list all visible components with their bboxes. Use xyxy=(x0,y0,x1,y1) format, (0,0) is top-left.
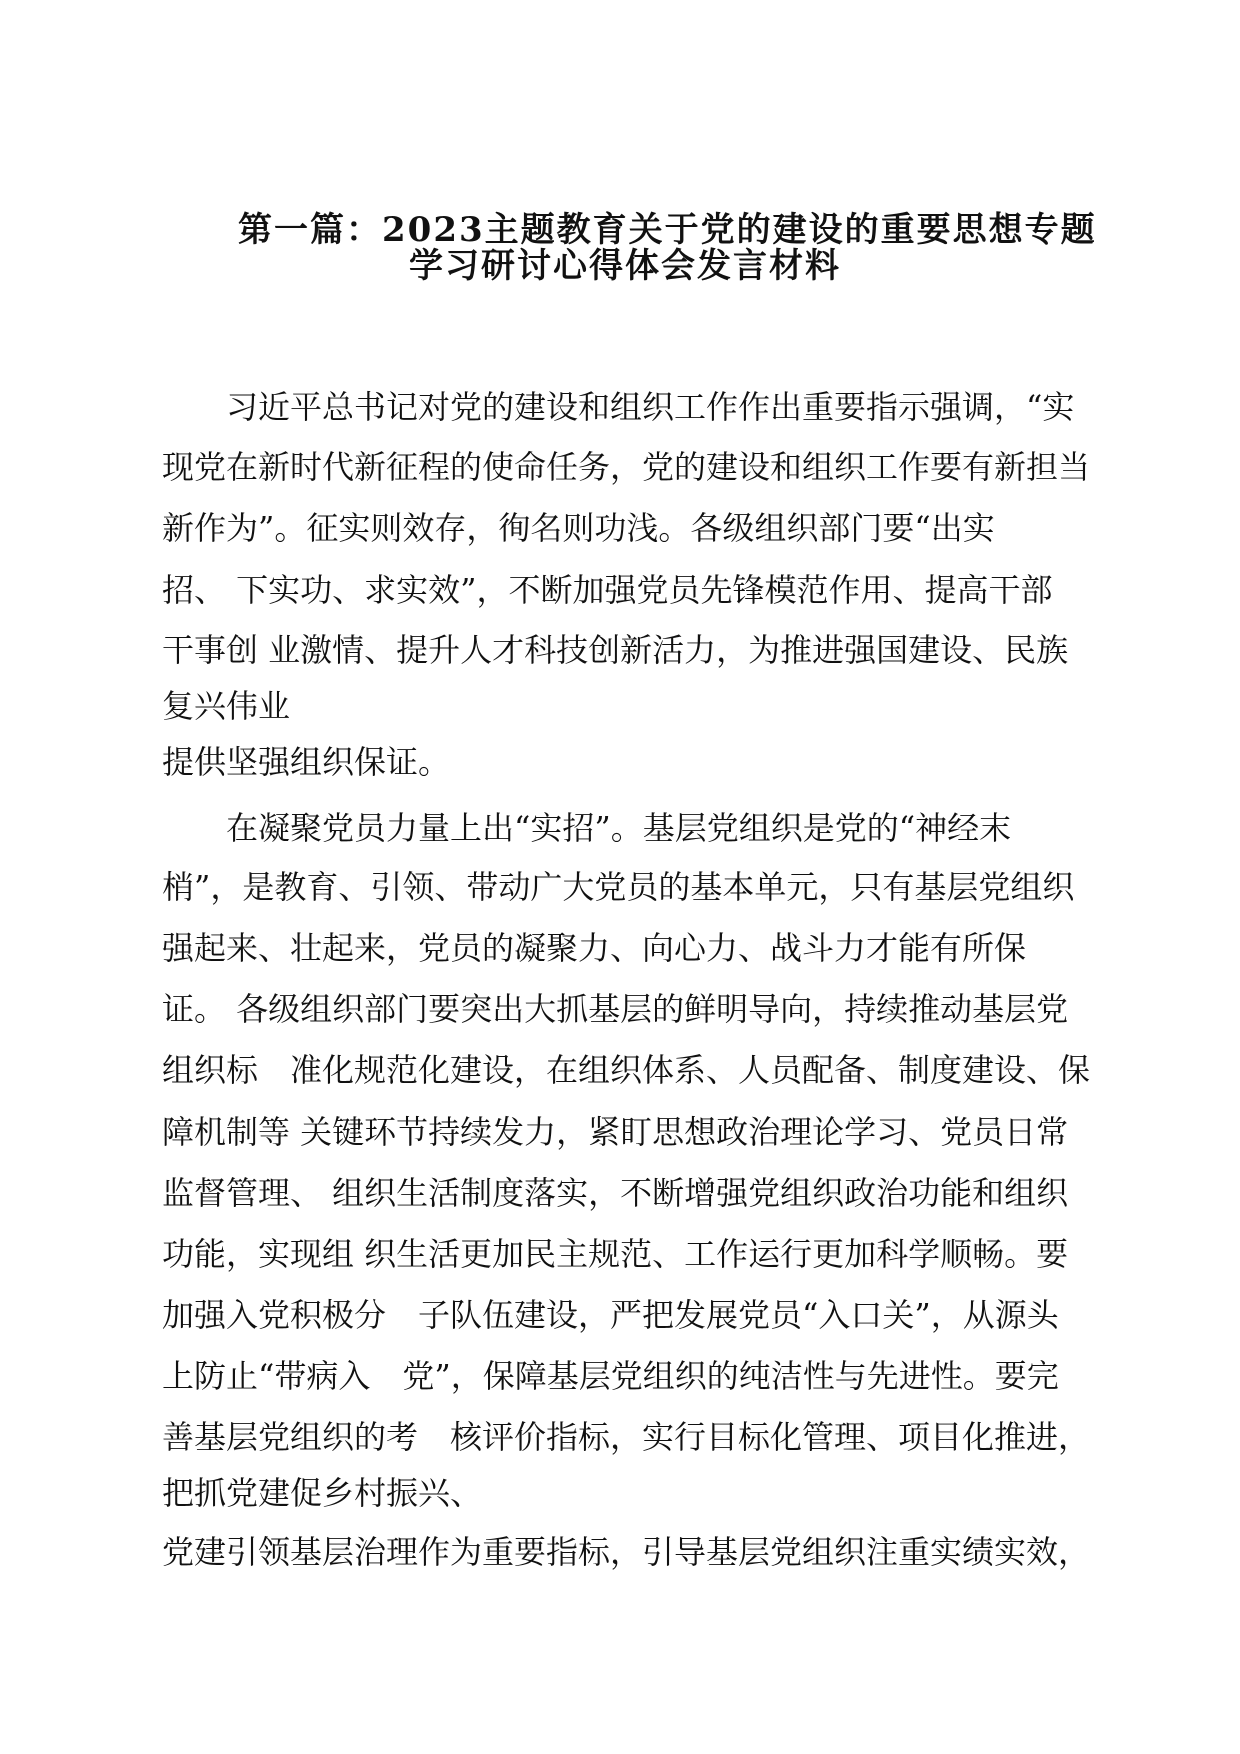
paragraph-2-line-13: 党建引领基层治理作为重要指标，引导基层党组织注重实绩实效， xyxy=(162,1533,1091,1571)
paragraph-2-line-9: 加强入党积极分 子队伍建设，严把发展党员“入口关”，从源头 xyxy=(162,1296,1059,1334)
paragraph-2-line-2: 梢”，是教育、引领、带动广大党员的基本单元，只有基层党组织 xyxy=(162,868,1075,906)
paragraph-2-line-5: 组织标 准化规范化建设，在组织体系、人员配备、制度建设、保 xyxy=(162,1051,1091,1089)
document-title-line-1: 第一篇：2023主题教育关于党的建设的重要思想专题 xyxy=(238,210,1097,250)
paragraph-1-line-7: 提供坚强组织保证。 xyxy=(162,743,451,781)
paragraph-1-line-2: 现党在新时代新征程的使命任务，党的建设和组织工作要有新担当 xyxy=(162,448,1091,486)
paragraph-2-line-8: 功能，实现组 织生活更加民主规范、工作运行更加科学顺畅。要 xyxy=(162,1235,1069,1273)
paragraph-2-line-10: 上防止“带病入 党”，保障基层党组织的纯洁性与先进性。要完 xyxy=(162,1357,1059,1395)
paragraph-1-line-5: 干事创 业激情、提升人才科技创新活力，为推进强国建设、民族 xyxy=(162,631,1069,669)
paragraph-2-line-1: 在凝聚党员力量上出“实招”。基层党组织是党的“神经末 xyxy=(162,809,1012,847)
paragraph-2-line-7: 监督管理、 组织生活制度落实，不断增强党组织政治功能和组织 xyxy=(162,1174,1069,1212)
paragraph-1-line-3: 新作为”。征实则效存，徇名则功浅。各级组织部门要“出实 xyxy=(162,509,995,547)
paragraph-1-line-6: 复兴伟业 xyxy=(162,687,291,725)
paragraph-2-line-12: 把抓党建促乡村振兴、 xyxy=(162,1474,483,1512)
paragraph-1-line-4: 招、 下实功、求实效”，不断加强党员先锋模范作用、提高干部 xyxy=(162,571,1053,609)
paragraph-1-line-1: 习近平总书记对党的建设和组织工作作出重要指示强调，“实 xyxy=(162,388,1075,426)
paragraph-2-line-6: 障机制等 关键环节持续发力，紧盯思想政治理论学习、党员日常 xyxy=(162,1113,1069,1151)
paragraph-2-line-11: 善基层党组织的考 核评价指标，实行目标化管理、项目化推进， xyxy=(162,1418,1091,1456)
paragraph-2-line-4: 证。 各级组织部门要突出大抓基层的鲜明导向，持续推动基层党 xyxy=(162,990,1069,1028)
document-title-line-2: 学习研讨心得体会发言材料 xyxy=(409,246,841,286)
paragraph-2-line-3: 强起来、壮起来，党员的凝聚力、向心力、战斗力才能有所保 xyxy=(162,929,1027,967)
